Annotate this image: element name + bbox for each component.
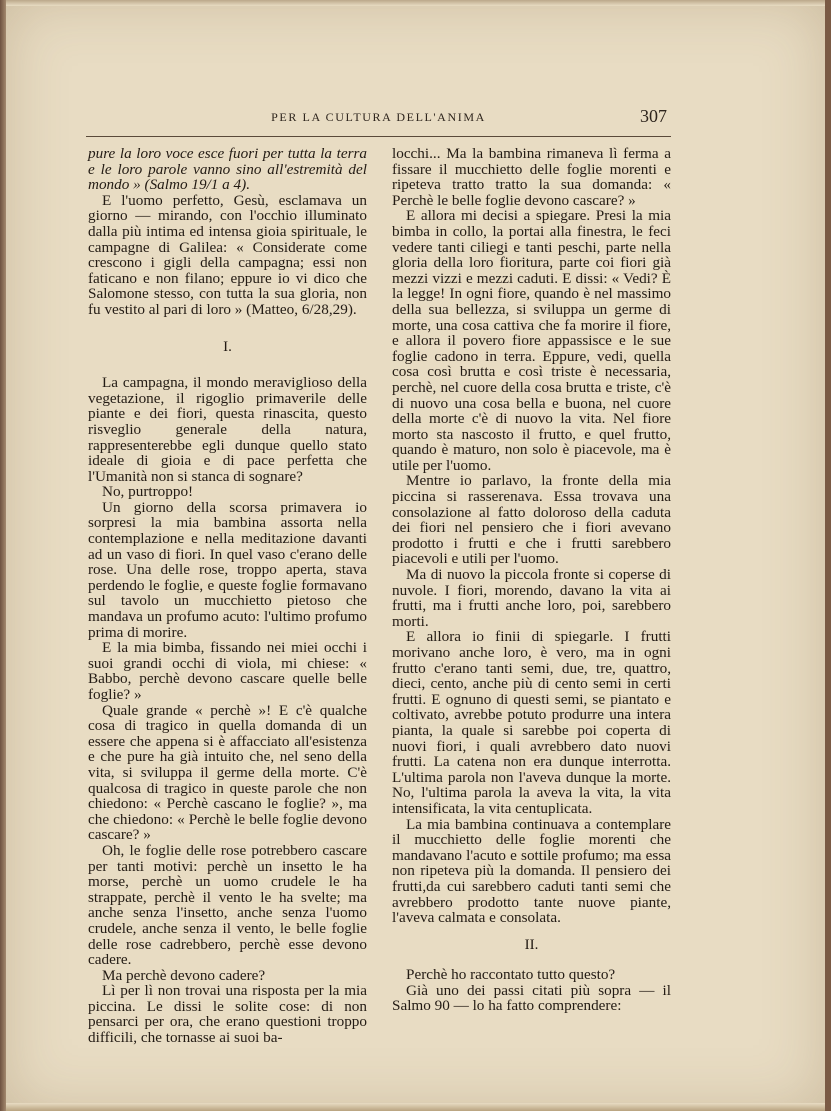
paragraph: Mentre io parlavo, la fronte della mia piccina si rasserenava. Essa trovava una consolazione al fatto doloroso della caduta dei fiori nel pensiero che i fiori avevano prodotto i frutti e che i frutti sarebbero piacevoli e utili per l'uomo.: [392, 472, 671, 568]
right-column: [392, 146, 671, 1014]
paragraph: No, purtroppo!: [102, 483, 194, 501]
paragraph: La mia bambina continuava a contemplare il mucchietto delle foglie morenti che mandavano l'acuto e sottile profumo; ma essa non ripeteva più la domanda. Il pensiero dei frutti,da cui sarebbero caduti tanti semi che avrebbero prodotto tante nuove piante, l'aveva calmata e consolata.: [392, 815, 671, 927]
section-heading-2: II.: [524, 936, 539, 953]
paragraph: Già uno dei passi citati più sopra — il Salmo 90 — lo ha fatto comprendere:: [392, 981, 671, 1015]
paragraph: Lì per lì non trovai una risposta per la mia piccina. Le dissi le solite cose: di non pensarci per ora, che erano questioni troppo difficili, che tornasse ai suoi ba-: [88, 982, 367, 1047]
paragraph: E la mia bimba, fissando nei miei occhi i suoi grandi occhi di viola, mi chiese: « Babbo, perchè devono cascare quelle belle foglie? »: [88, 639, 367, 703]
jesus-quote-paragraph: E l'uomo perfetto, Gesù, esclamava un giorno — mirando, con l'occhio illuminato dalla più intima ed intensa gioia spirituale, le campagne di Galilea: « Considerate come crescono i gigli della campagna; essi non faticano e non filano; eppure io vi dico che Salomone stesso, con tutta la sua gloria, non fu vestito al pari di loro » (Matteo, 6/28,29).: [88, 191, 367, 318]
running-head: PER LA CULTURA DELL'ANIMA: [271, 110, 486, 124]
page-header: [86, 106, 671, 137]
paragraph: E allora mi decisi a spiegare. Presi la mia bimba in collo, la portai alla finestra, le feci vedere tanti ciliegi e tanti peschi, parte nella gloria della loro fioritura, parte coi fiori già mezzi vizzi e mezzi caduti. E dissi: « Vedi? È la legge! In ogni fiore, quando è nel massimo della sua bellezza, si sviluppa un germe di morte, una cosa cattiva che fa morire il fiore, e allora il povero fiore appassisce e le sue foglie cadono in terra. Eppure, vedi, quella cosa così brutta e così triste è necessaria, perchè, nel cuore della cosa brutta e triste, c'è di nuovo una cosa bella e buona, nel cuore della morte c'è di nuovo la vita. Nel fiore morto sta nascosto il frutto, e quel frutto, quando è maturo, non solo è piacevole, ma è utile per l'uomo.: [392, 207, 671, 474]
intro-quote-end: pure la loro voce esce fuori per tutta la terra e le loro parole vanno sino all'estremità del mondo » (Salmo 19/1 a 4).: [88, 145, 367, 194]
paragraph: locchi... Ma la bambina rimaneva lì ferma a fissare il mucchietto delle foglie morenti e ripeteva tratto tratto la sua domanda: « Perchè le belle foglie devono cascare? »: [392, 145, 671, 209]
paragraph: Quale grande « perchè »! E c'è qualche cosa di tragico in quella domanda di un essere che appena si è affacciato all'esistenza e che pure ha già intuito che, nel seno della vita, si sviluppa il germe della morte. C'è qualcosa di tragico in queste parole che non chiedono: « Perchè cascano le foglie? », ma che chiedono: « Perchè le belle foglie devono cascare? »: [88, 701, 367, 844]
page-number: 307: [640, 106, 667, 126]
paragraph: Ma perchè devono cadere?: [102, 966, 266, 984]
paragraph: Oh, le foglie delle rose potrebbero cascare per tanti motivi: perchè un insetto le ha morse, perchè un uomo crudele le ha strappate, perchè il vento le ha svelte; ma anche senza l'insetto, anche senza l'uomo crudele, anche senza il vento, le belle foglie delle rose cadrebbero, perchè esse devono cadere.: [88, 841, 367, 969]
page-bottom-edge: [6, 1103, 825, 1111]
paragraph: E allora io finii di spiegarle. I frutti morivano anche loro, è vero, ma in ogni frutto c'erano tanti semi, due, tre, quattro, dieci, cento, anche più di cento semi in certi frutti. E ognuno di questi semi, se piantato e coltivato, avrebbe potuto produrre una intera pianta, la quale si sarebbe poi coperta di nuovi fiori, i quali avrebbero dato nuovi frutti. La catena non era dunque interrotta. L'ultima parola non l'aveva dunque la morte. No, l'ultima parola la aveva la vita, la vita intensificata, la vita centuplicata.: [392, 628, 671, 817]
paragraph: Un giorno della scorsa primavera io sorpresi la mia bambina assorta nella contemplazione e nella meditazione davanti ad un vaso di fiori. In quel vaso c'erano delle rose. Una delle rose, troppo aperta, stava perdendo le foglie, e queste foglie formavano sul tavolo un mucchietto pietoso che mandava un profumo acuto: l'ultimo profumo prima di morire.: [88, 498, 367, 641]
paragraph: Perchè ho raccontato tutto questo?: [406, 966, 616, 984]
paragraph: Ma di nuovo la piccola fronte si coperse di nuvole. I fiori, morendo, davano la vita ai frutti, ma i frutti anche loro, poi, sarebbero morti.: [392, 566, 671, 630]
section-heading-1: I.: [223, 338, 232, 355]
paragraph: La campagna, il mondo meraviglioso della vegetazione, il rigoglio primaverile delle piante e dei fiori, questa rinascita, questo risveglio generale della natura, rappresenterebbe egli dunque quello stato ideale di gioia e di pace perfetta che l'Umanità non si stanca di sognare?: [88, 374, 367, 485]
left-column: [88, 146, 367, 1046]
page-top-edge: [6, 0, 825, 6]
